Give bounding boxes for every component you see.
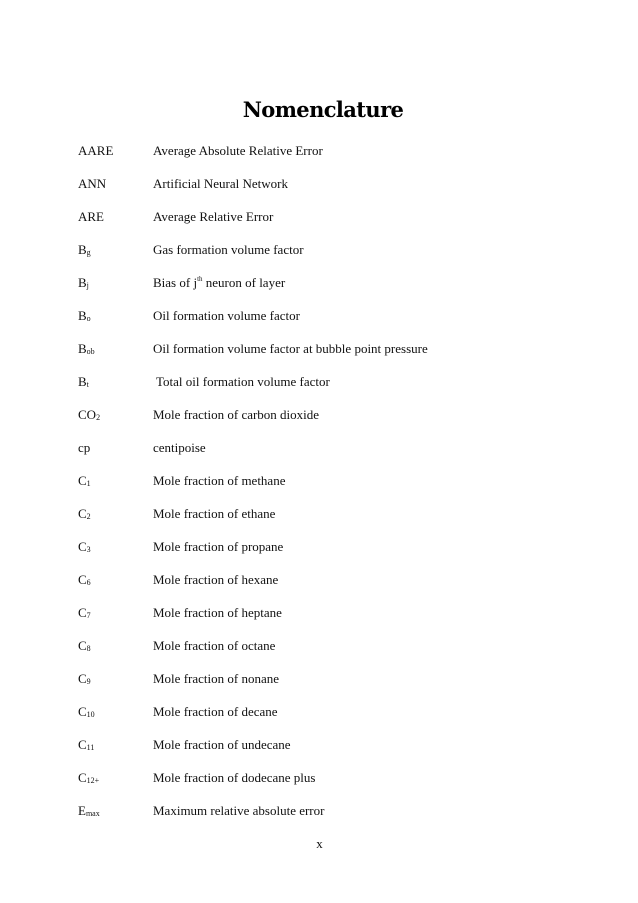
nomenclature-row bbox=[78, 208, 558, 241]
nomenclature-symbol: $E_{max}$ bbox=[78, 803, 100, 818]
nomenclature-definition: Oil formation volume factor at bubble point pressure bbox=[153, 341, 428, 356]
page-title bbox=[0, 97, 638, 122]
nomenclature-symbol: $C_{12+}$ bbox=[78, 770, 100, 785]
page-title-text: Nomenclature bbox=[242, 97, 404, 123]
nomenclature-row bbox=[78, 142, 558, 175]
nomenclature-row bbox=[78, 571, 558, 604]
nomenclature-definition: centipoise bbox=[153, 440, 206, 455]
nomenclature-symbol: $C_6$ bbox=[78, 572, 91, 587]
nomenclature-symbol: $B_t$ bbox=[78, 374, 89, 389]
nomenclature-definition: Mole fraction of nonane bbox=[153, 671, 279, 686]
nomenclature-definition: Oil formation volume factor bbox=[153, 308, 300, 323]
nomenclature-symbol: $C_7$ bbox=[78, 605, 91, 620]
nomenclature-row bbox=[78, 670, 558, 703]
nomenclature-symbol: ANN bbox=[78, 176, 107, 191]
nomenclature-row bbox=[78, 637, 558, 670]
nomenclature-row bbox=[78, 175, 558, 208]
nomenclature-definition: Average Absolute Relative Error bbox=[153, 143, 323, 158]
nomenclature-definition: Mole fraction of methane bbox=[153, 473, 286, 488]
nomenclature-row bbox=[78, 373, 558, 406]
nomenclature-symbol: $C_{11}$ bbox=[78, 737, 95, 752]
nomenclature-row bbox=[78, 604, 558, 637]
nomenclature-symbol: $C_2$ bbox=[78, 506, 91, 521]
nomenclature-definition: Total oil formation volume factor bbox=[153, 374, 330, 389]
nomenclature-row bbox=[78, 769, 558, 802]
nomenclature-row bbox=[78, 703, 558, 736]
nomenclature-row bbox=[78, 472, 558, 505]
nomenclature-row bbox=[78, 538, 558, 571]
nomenclature-symbol: $C_9$ bbox=[78, 671, 91, 686]
nomenclature-definition: Mole fraction of hexane bbox=[153, 572, 279, 587]
nomenclature-row bbox=[78, 439, 558, 472]
nomenclature-row bbox=[78, 340, 558, 373]
nomenclature-row bbox=[78, 802, 558, 835]
nomenclature-symbol: $CO_2$ bbox=[78, 407, 101, 422]
nomenclature-row bbox=[78, 307, 558, 340]
nomenclature-row bbox=[78, 406, 558, 439]
nomenclature-row bbox=[78, 274, 558, 307]
nomenclature-symbol: $B_{ob}$ bbox=[78, 341, 95, 356]
nomenclature-definition: Maximum relative absolute error bbox=[153, 803, 325, 818]
nomenclature-symbol: $C_3$ bbox=[78, 539, 91, 554]
nomenclature-row bbox=[78, 241, 558, 274]
nomenclature-definition: Mole fraction of carbon dioxide bbox=[153, 407, 320, 422]
nomenclature-row bbox=[78, 505, 558, 538]
nomenclature-definition: Mole fraction of octane bbox=[153, 638, 276, 653]
nomenclature-list bbox=[78, 142, 558, 835]
nomenclature-symbol: cp bbox=[78, 440, 91, 455]
nomenclature-definition: Mole fraction of ethane bbox=[153, 506, 276, 521]
nomenclature-symbol: $B_j$ bbox=[78, 275, 89, 290]
nomenclature-symbol: $B_o$ bbox=[78, 308, 91, 323]
nomenclature-definition: Mole fraction of dodecane plus bbox=[153, 770, 316, 785]
nomenclature-definition: Artificial Neural Network bbox=[153, 176, 289, 191]
nomenclature-symbol: $B_g$ bbox=[78, 242, 91, 257]
nomenclature-definition: Mole fraction of heptane bbox=[153, 605, 282, 620]
nomenclature-symbol: AARE bbox=[78, 143, 114, 158]
nomenclature-row bbox=[78, 736, 558, 769]
page-number: x bbox=[316, 836, 323, 851]
nomenclature-definition: Mole fraction of decane bbox=[153, 704, 278, 719]
nomenclature-symbol: ARE bbox=[78, 209, 104, 224]
nomenclature-definition: Average Relative Error bbox=[153, 209, 274, 224]
nomenclature-definition: Bias of $j^{th}$ neuron of layer bbox=[153, 275, 286, 290]
nomenclature-symbol: $C_1$ bbox=[78, 473, 91, 488]
nomenclature-definition: Mole fraction of undecane bbox=[153, 737, 291, 752]
nomenclature-definition: Mole fraction of propane bbox=[153, 539, 284, 554]
nomenclature-symbol: $C_{10}$ bbox=[78, 704, 95, 719]
nomenclature-symbol: $C_8$ bbox=[78, 638, 91, 653]
nomenclature-definition: Gas formation volume factor bbox=[153, 242, 304, 257]
